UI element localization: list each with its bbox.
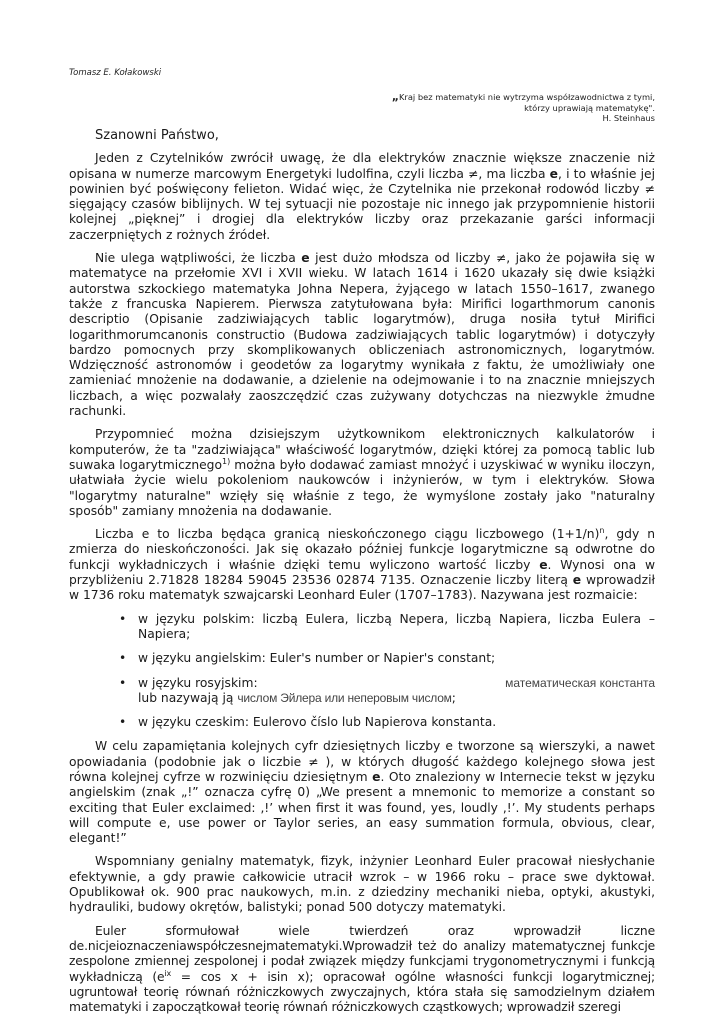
list-item: • w języku polskim: liczbą Eulera, liczbą Nepera, liczbą Napiera, liczba Eulera – Napiera;: [119, 611, 655, 641]
paragraph-1: Jeden z Czytelników zwrócił uwagę, że dla elektryków znacznie większe znaczenie niż opisana w numerze marcowym Energetyki ludolfina, czyli liczba ≠, ma liczba e, i to właśnie jej powinien być poświęcony felieton. Widać więc, że Czytelnika nie przekonał rodowód liczby ≠ sięgający czasów biblijnych. W tej sytuacji nie pozostaje nic innego jak przypomnienie historii kolejnej „pięknej” i drogiej dla elektryków liczby oraz przekazanie garści informacji zaczerpniętych z rożnych źródeł.: [69, 151, 655, 242]
list-item: • w języku rosyjskim: математическая константа lub nazywają ją числом Эйлера или неперовым числом;: [119, 675, 655, 705]
name-list: [69, 612, 655, 731]
author-name: Tomasz E. Kołakowski: [69, 68, 162, 78]
footnote-ref: 1): [222, 456, 231, 466]
bullet-icon: •: [119, 651, 127, 666]
paragraph-2: Nie ulega wątpliwości, że liczba e jest dużo młodsza od liczby ≠, jako że pojawiła się w matematyce na przełomie XVI i XVII wieku. W latach 1614 i 1620 ukazały się dwie książki autorstwa szkockiego matematyka Johna Nepera, żyjącego w latach 1550–1617, zwanego także z francuska Napierem. Pierwsza zatytułowana była: Mirifici logarthmorum canonis descriptio (Opisanie zadziwiających tablic logarytmów), druga nosiła tytuł Mirifici logarithmorumcanonis constructio (Budowa zadziwiających tablic logarytmów) i dotyczyły bardzo pomocnych przy skomplikowanych obliczeniach astronomicznych, logarytmów. Wdzięczność astronomów i geodetów za logarytmy wynikała z faktu, że umożliwiały one zamieniać mnożenie na dodawanie, a dzielenie na odejmowanie i to na znacznie mniejszych liczbach, a więc pozwalały zaoszczędzić czas zużywany dotychczas na niezwykle żmudne rachunki.: [69, 251, 655, 419]
paragraph-7: Euler sformułował wiele twierdzeń oraz wprowadził liczne de.nicjeioznaczeniawspółczesnejmatematyki.Wprowadził też do analizy matematycznej funkcje zespolone zmiennej zespolonej i podał związek między funkcjami trygonometrycznymi i funkcją wykładniczą ($e^{ix} = \cos x + isin$ x); opracował ogólne własności funkcji logarytmicznej; ugruntował teorię równań różniczkowych zwyczajnych, która stała się samodzielnym działem matematyki i zapoczątkował teorię równań różniczkowych cząstkowych; wprowadził szeregi: [69, 923, 655, 1015]
paragraph-4: Liczba e to liczba będąca granicą nieskończonego ciągu liczbowego $(1+1/n)^n$, gdy n zmierza do nieskończoności. Jak się okazało później funkcje logarytmiczne są odwrotne do funkcji wykładniczych i właśnie dzięki temu wyliczono wartość liczby e. Wynosi ona w przybliżeniu 2.71828 18284 59045 23536 02874 7135. Oznaczenie liczby literą e wprowadził w 1736 roku matematyk szwajcarski Leonhard Euler (1707–1783). Nazywana jest rozmaicie:: [69, 526, 655, 603]
russian-text: математическая константа: [505, 675, 655, 690]
russian-text: числом Эйлера или неперовым числом: [237, 690, 452, 705]
paragraph-6: Wspomniany genialny matematyk, fizyk, inżynier Leonhard Euler pracował niesłychanie efektywnie, a gdy prawie całkowicie utracił wzrok – w 1966 roku – prace swe dyktował. Opublikował ok. 900 prac naukowych, m.in. z dziedziny mechaniki nieba, optyki, akustyki, hydrauliki, budowy okrętów, balistyki; ponad 500 dotyczy matematyki.: [69, 854, 655, 915]
paragraph-5: W celu zapamiętania kolejnych cyfr dziesiętnych liczby e tworzone są wierszyki, a nawet opowiadania (podobnie jak o liczbie ≠ ), w których długość każdego kolejnego słowa jest równa kolejnej cyfrze w rozwinięciu dziesiętnym e. Oto znaleziony w Internecie tekst w języku angielskim (znak „!” oznacza cyfrę 0) „We present a mnemonic to memorize a constant so exciting that Euler exclaimed: ‚!’ when first it was found, yes, loudly ‚!’. My students perhaps will compute e, use power or Taylor series, an easy summation formula, obvious, clear, elegant!”: [69, 739, 655, 846]
epigraph-author: H. Steinhaus: [602, 113, 655, 123]
bullet-icon: •: [119, 675, 127, 690]
paragraph-3: Przypomnieć można dzisiejszym użytkownikom elektronicznych kalkulatorów i komputerów, że ta "zadziwiająca" właściwość logarytmów, dzięki której za pomocą tablic lub suwaka logarytmicznego$^{1)}$ można było dodawać zamiast mnożyć i uzyskiwać w wyniku iloczyn, ułatwiała życie wielu pokoleniom naukowców i inżynierów, w tym i elektryków. Słowa "logarytmy naturalne" wzięły się właśnie z tego, że wymyślone zostały jako "naturalny sposób" zamiany mnożenia na dodawanie.: [69, 427, 655, 518]
epigraph-line-1: „Kraj bez matematyki nie wytrzyma współzawodnictwa z tymi,: [391, 90, 655, 103]
bullet-icon: •: [119, 715, 127, 730]
epigraph: [255, 92, 655, 124]
quote-mark: „: [391, 90, 399, 103]
letter-body: [69, 128, 655, 1015]
bullet-icon: •: [119, 611, 127, 626]
list-item: • w języku angielskim: Euler's number or Napier's constant;: [119, 651, 496, 666]
epigraph-line-2: którzy uprawiają matematykę".: [524, 102, 655, 113]
greeting: Szanowni Państwo,: [95, 128, 219, 143]
list-item: • w języku czeskim: Eulerovo číslo lub Napierova konstanta.: [119, 715, 497, 730]
